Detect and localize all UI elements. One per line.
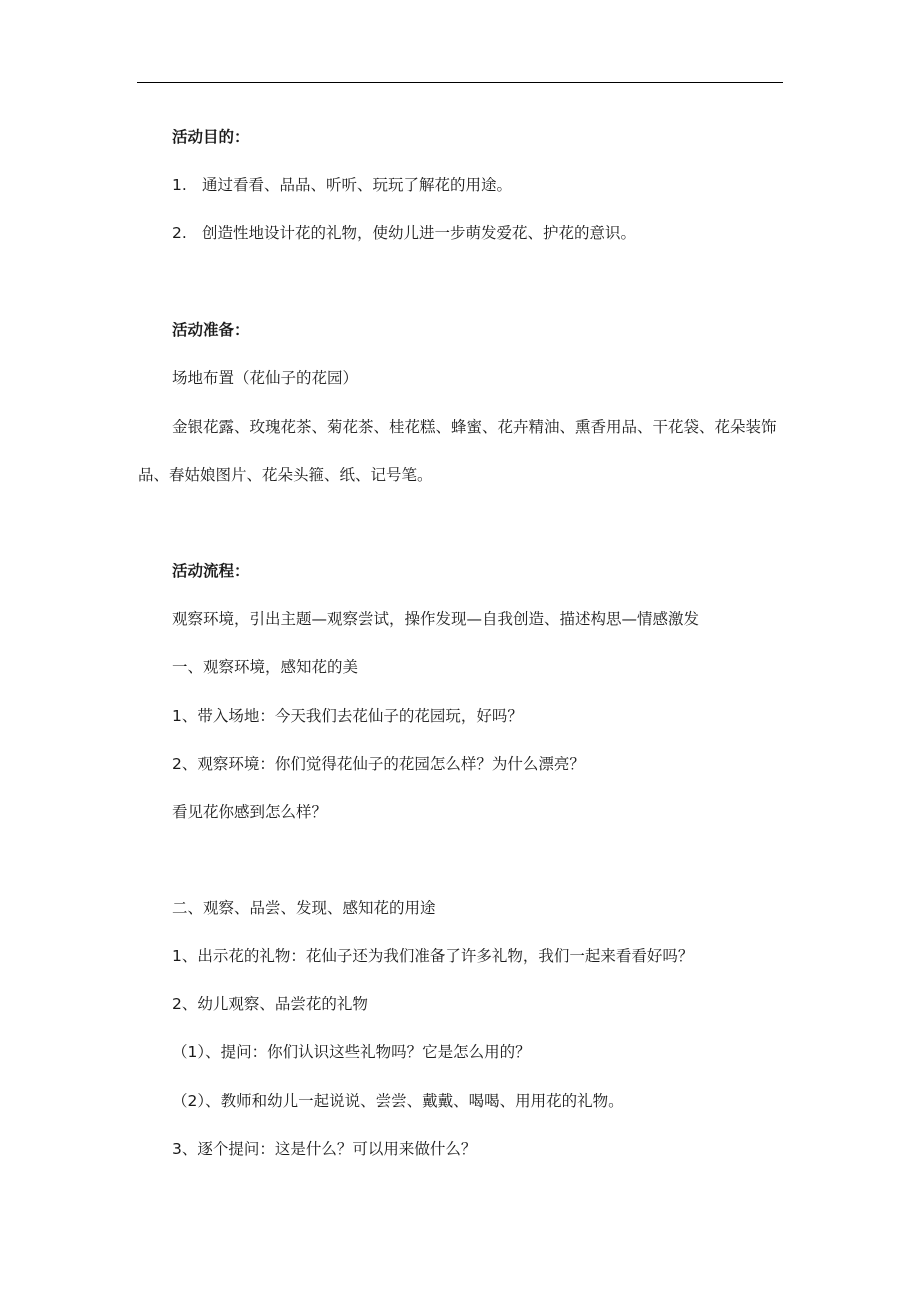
part2-step1: 1、出示花的礼物：花仙子还为我们准备了许多礼物，我们一起来看看好吗？ — [172, 947, 694, 965]
purpose-item-1 — [172, 174, 512, 196]
part1-step2: 2、观察环境：你们觉得花仙子的花园怎么样？为什么漂亮？ — [172, 755, 585, 773]
purpose-item-2-text: 创造性地设计花的礼物，使幼儿进一步萌发爱花、护花的意识。 — [202, 224, 637, 242]
header-rule — [137, 82, 783, 83]
prep-venue: 场地布置（花仙子的花园） — [172, 369, 359, 387]
flow-overview: 观察环境，引出主题—观察尝试，操作发现—自我创造、描述构思—情感激发 — [172, 610, 700, 628]
part2-sub2: （2）、教师和幼儿一起说说、尝尝、戴戴、喝喝、用用花的礼物。 — [172, 1092, 624, 1110]
heading-prep: 活动准备： — [172, 321, 250, 339]
part2-step2: 2、幼儿观察、品尝花的礼物 — [172, 995, 368, 1013]
part1-title: 一、观察环境，感知花的美 — [172, 658, 359, 676]
part1-step2-followup: 看见花你感到怎么样？ — [172, 803, 328, 821]
purpose-item-1-text: 通过看看、品品、听听、玩玩了解花的用途。 — [202, 176, 513, 194]
part2-title: 二、观察、品尝、发现、感知花的用途 — [172, 899, 436, 917]
purpose-item-2 — [172, 222, 636, 244]
heading-purpose: 活动目的： — [172, 128, 250, 146]
prep-materials: 金银花露、玫瑰花茶、菊花茶、桂花糕、蜂蜜、花卉精油、熏香用品、干花袋、花朵装饰品、春姑娘图片、花朵头箍、纸、记号笔。 — [138, 418, 777, 484]
part2-step3: 3、逐个提问：这是什么？可以用来做什么？ — [172, 1140, 477, 1158]
part1-step1: 1、带入场地：今天我们去花仙子的花园玩，好吗？ — [172, 707, 523, 725]
heading-flow: 活动流程： — [172, 562, 250, 580]
purpose-item-2-number: 2. — [172, 224, 187, 242]
part2-sub1: （1）、提问：你们认识这些礼物吗？它是怎么用的？ — [172, 1043, 531, 1061]
purpose-item-1-number: 1. — [172, 176, 187, 194]
